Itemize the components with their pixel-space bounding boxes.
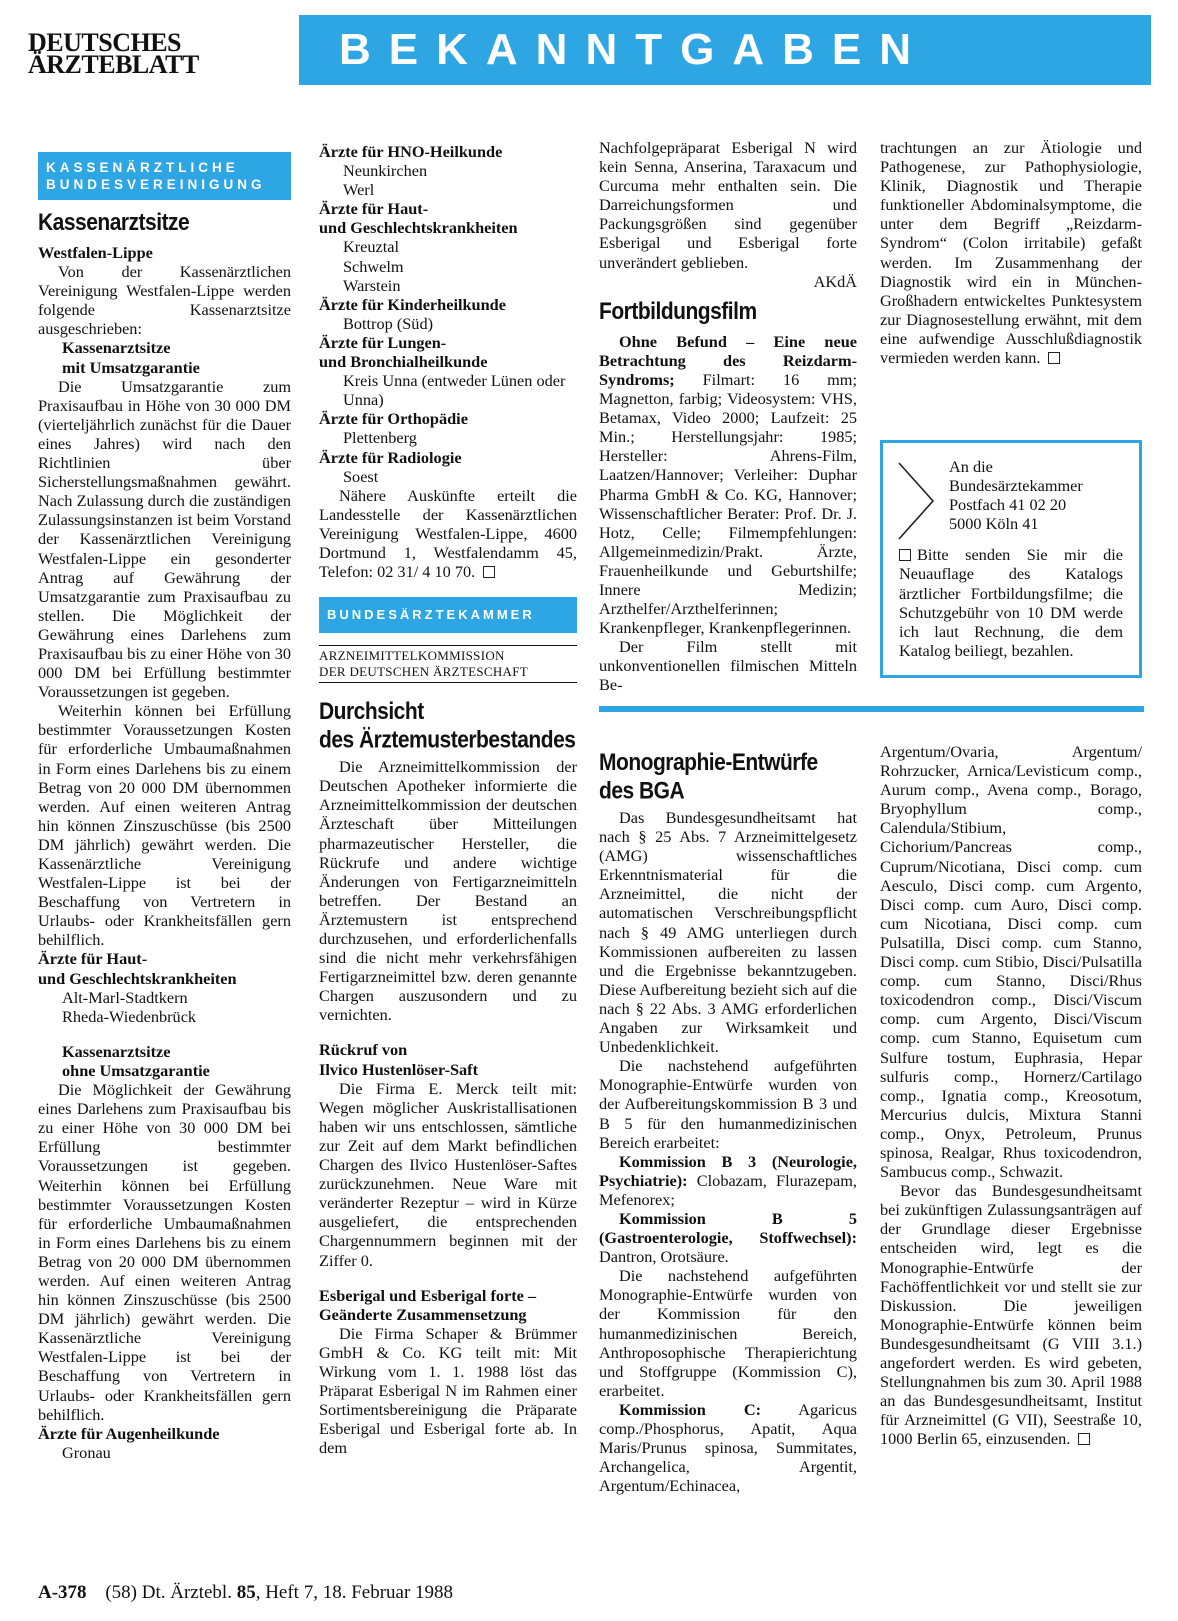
akd-heading bbox=[319, 645, 577, 683]
kv-paragraph-2: Weiterhin können bei Erfüllung bestimmter Voraussetzungen Kosten für erforderliche Umbaumaßnahmen in Form eines Darlehens bis zu einem Betrag von 20 000 DM übernommen werden. Auf einen weiteren Antrag hin können Zinszuschüsse (bis 2500 DM jährlich) gewährt werden. Die Kassenärztliche Vereinigung Westfalen-Lippe ist bei der Beschaffung von Vertretern in Urlaubs- oder Krankheitsfällen gern behilflich. bbox=[38, 701, 291, 950]
coupon-request-text: Bitte senden Sie mir die Neuauflage des Katalogs ärztlicher Fortbildungsfilme; die Schutzgebühr von 10 DM werde ich laut Rechnung, die dem Katalog beiliegt, bezahlen. bbox=[899, 545, 1123, 660]
kassenarztsitze-heading: Kassenarztsitze bbox=[38, 209, 190, 236]
film-continued: Der Film stellt mit unkonventionellen filmischen Mitteln Be- bbox=[599, 637, 857, 695]
sub-heading-1b: mit Umsatzgarantie bbox=[62, 357, 200, 377]
column-3 bbox=[599, 138, 857, 695]
esberigal-continued: Nachfolgepräparat Esberigal N wird kein Senna, Anserina, Taraxacum und Curcuma mehr enthalten sein. Die Darreichungsformen und Packungsgrößen sind gegenüber Esberigal und Esberigal forte unverändert geblieben. bbox=[599, 138, 857, 272]
kv-contact-text: Nähere Auskünfte erteilt die Landesstelle der Kassenärztlichen Vereinigung Westfalen-Lippe, 4600 Dortmund 1, Westfalendamm 45, Telefon: 02 31/ 4 10 70. bbox=[319, 485, 577, 582]
akd-line1: ARZNEIMITTELKOMMISSION bbox=[319, 648, 505, 664]
citation-prefix: (58) Dt. Ärztebl. bbox=[105, 1582, 232, 1603]
page-number: A-378 bbox=[38, 1582, 87, 1603]
rueckruf-paragraph: Die Firma E. Merck teilt mit: Wegen möglicher Auskristallisationen haben wir uns entschlossen, sämtliche zur Zeit auf dem Markt befindlichen Chargen des Ilvico Hustenlöser-Saftes zurückzunehmen. Neue Ware mit veränderter Rezeptur – wird in Kürze ausgeliefert, die entsprechenden Chargennummern beginnen mit der Ziffer 0. bbox=[319, 1078, 577, 1270]
film-continued-2 bbox=[880, 138, 1142, 367]
film-description bbox=[599, 332, 857, 638]
kv-paragraph-1: Die Umsatzgarantie zum Praxisaufbau in Höhe von 30 000 DM (vierteljährlich zunächst für die Dauer eines Jahres) wird nach den Richtlinien über Sicherstellungsmaßnahmen gewährt. Nach Zulassung durch die zuständigen Zulassungsinstanzen ist beim Vorstand der Kassenärztlichen Vereinigung Westfalen-Lippe ein gesonderter Antrag auf Gewährung der Umsatzgarantie zum Praxisaufbau zu stellen. Die Möglichkeit der Gewährung eines Darlehens zum Praxisaufbau bis zu einer Höhe von 30 000 DM bei Erfüllung bestimmter Voraussetzungen ist gegeben. bbox=[38, 376, 291, 702]
film-details: Filmart: 16 mm; Magnetton, farbig; Videosystem: VHS, Betamax, Video 2000; Laufzeit: 25 Min.; Herstellungsjahr: 1985; Hersteller: Ahrens-Film, Laatzen/Hannover; Verleiher: Duphar Pharma GmbH & Co. KG, Hannover; Wissenschaftlicher Berater: Prof. Dr. J. Hotz, Celle; Filmempfehlungen: Allgemeinmedizin/Prakt. Ärzte, Frauenheilkunde und Geburtshilfe; Innere Medizin; Arzthelfer/Arzthelferinnen; Krankenpfleger, Krankenpflegerinnen. bbox=[599, 369, 857, 638]
monographie-column bbox=[599, 742, 857, 1495]
monographie-paragraph-4-text: Bevor das Bundesgesundheitsamt bei zukünftigen Zulassungsanträgen auf der Grundlage dieser Ergebnisse entscheiden wird, legt es die Monographie-Entwürfe der Fachöffentlichkeit vor und stellt sie zur Diskussion. Die jeweiligen Monographie-Entwürfe können beim Bundesgesundheitsamt (G VIII 3.1.) angefordert werden. Es wird gebeten, Stellungnahmen bis zum 30. April 1988 an das Bundesgesundheitsamt, Institut für Arzneimittel (G VII), Seestraße 10, 1000 Berlin 65, einzusenden. bbox=[880, 1181, 1142, 1449]
column-4 bbox=[880, 138, 1142, 367]
monographie-paragraph-4 bbox=[880, 1181, 1142, 1448]
esberigal-paragraph: Die Firma Schaper & Brümmer GmbH & Co. KG teilt mit: Mit Wirkung vom 1. 1. 1988 löst das Präparat Esberigal N im Rahmen einer Sortimentsbereinigung die Präparate Esberigal und Esberigal forte ab. In dem bbox=[319, 1323, 577, 1458]
address-line: An die bbox=[949, 457, 993, 476]
section-banner: BEKANNTGABEN bbox=[299, 15, 1151, 85]
coupon-address bbox=[949, 457, 1123, 533]
kommission-c-items: Agaricus comp./Phosphorus, Apatit, Aqua Maris/Prunus spinosa, Summitates, Archangelica, Argentit, Argentum/Echinacea, bbox=[599, 1399, 857, 1496]
rueckruf-heading-1: Rückruf von bbox=[319, 1040, 408, 1060]
lungen-heading-a: Ärzte für Lungen- bbox=[319, 332, 447, 352]
kommission-b3-items: Clobazam, Flurazepam, Mefenorex; bbox=[599, 1170, 857, 1209]
volume-number: 85 bbox=[236, 1582, 256, 1603]
kommission-c-items-continued: Argentum/Ovaria, Argentum/ Rohrzucker, Arnica/Levisticum comp., Aurum comp., Avena comp., Borago, Bryophyllum comp., Calendula/Stibium, Cichorium/Pancreas comp., Cuprum/Nicotiana, Disci comp. cum Aesculo, Disci comp. cum Argento, Disci comp. cum Auro, Disci comp. cum Nicotiana, Disci comp. cum Pulsatilla, Disci comp. cum Stanno, Disci comp. cum Stibio, Disci/Pulsatilla comp. cum Stanno, Disci/Rhus toxicodendron comp., Disci/Viscum comp. cum Argento, Disci/Viscum comp. cum Stanno, Equisetum cum Sulfure tostum, Euphrasia, Hepar sulfuris comp., Hornerz/Cartilago comp., Ignatia comp., Kreosotum, Mercurius dulcis, Mixtura Stanni comp., Onyx, Petroleum, Prunus spinosa, Realgar, Rhus toxicodendron, Sambucus comp., Schwazit. bbox=[880, 742, 1142, 1182]
region-heading: Westfalen-Lippe bbox=[38, 243, 153, 262]
kommission-c-label: Kommission C: bbox=[619, 1399, 762, 1419]
haut-heading-1b: und Geschlechtskrankheiten bbox=[38, 968, 237, 988]
masthead-line2: ÄRZTEBLATT bbox=[28, 50, 199, 79]
haut-heading-1a: Ärzte für Haut- bbox=[38, 949, 148, 969]
ortho-heading: Ärzte für Orthopädie bbox=[319, 409, 468, 429]
place-item: Werl bbox=[343, 180, 375, 200]
kv-contact-info bbox=[319, 486, 577, 581]
kv-banner-line1: KASSENÄRZTLICHE bbox=[46, 160, 239, 175]
durchsicht-heading-line1: Durchsicht bbox=[319, 698, 424, 725]
place-item: Warstein bbox=[343, 275, 401, 295]
sub-heading-2a: Kassenarztsitze bbox=[62, 1041, 171, 1061]
place-item: Rheda-Wiedenbrück bbox=[62, 1006, 197, 1026]
checkbox[interactable] bbox=[899, 549, 911, 561]
augen-heading: Ärzte für Augenheilkunde bbox=[38, 1423, 220, 1443]
place-item: Schwelm bbox=[343, 256, 404, 276]
akdae-signature: AKdÄ bbox=[813, 271, 857, 291]
masthead bbox=[28, 28, 258, 79]
haut-heading-2a: Ärzte für Haut- bbox=[319, 199, 429, 219]
monographie-paragraph-1: Das Bundesgesundheitsamt hat nach § 25 Abs. 7 Arzneimittelgesetz (AMG) wissenschaftliches Erkenntnismaterial für die Arzneimittel, die nicht der automatischen Verschreibungspflicht nach § 49 AMG unterliegen durch Kommissionen aufbereiten zu lassen und die Ergebnisse bekanntzugeben. Diese Aufbereitung bezieht sich auf die nach § 22 Abs. 3 AMG erforderlichen Angaben zur Wirksamkeit und Unbedenklichkeit. bbox=[599, 808, 857, 1057]
order-coupon bbox=[880, 440, 1142, 678]
coupon-request bbox=[899, 545, 1123, 660]
kommission-b5-label: Kommission B 5 (Gastroenterologie, Stoffwechsel): bbox=[599, 1208, 857, 1248]
monographie-column-2 bbox=[880, 742, 1142, 1448]
akd-line2: DER DEUTSCHEN ÄRZTESCHAFT bbox=[319, 664, 529, 680]
kommission-c bbox=[599, 1400, 857, 1495]
address-line: 5000 Köln 41 bbox=[949, 514, 1039, 534]
column-1 bbox=[38, 152, 291, 1462]
durchsicht-heading bbox=[319, 697, 577, 755]
film-continued-text: trachtungen an zur Ätiologie und Pathogenese, zur Pathophysiologie, Klinik, Diagnostik und Therapie funktioneller Abdominalsymptome, die unter dem Begriff „Reizdarm-Syndrom“ (Colon irritabile) gefaßt werden. Im Zusammenhang der Diagnostik wird ein in München-Großhadern entwickeltes Punktesystem zur Diagnosestellung erwähnt, mit dem eine aufwendige Ausschlußdiagnostik vermieden werden kann. bbox=[880, 138, 1142, 368]
section-divider bbox=[599, 706, 1144, 712]
column-2 bbox=[319, 142, 577, 1457]
address-line: Postfach 41 02 20 bbox=[949, 495, 1067, 515]
masthead-line1: DEUTSCHES bbox=[28, 28, 181, 57]
lungen-heading-b: und Bronchialheilkunde bbox=[319, 352, 488, 372]
kv-banner bbox=[38, 152, 291, 200]
kommission-b5-items: Dantron, Orotsäure. bbox=[599, 1247, 729, 1267]
kv-intro: Von der Kassenärztlichen Vereinigung Westfalen-Lippe werden folgende Kassenarztsitze ausgeschrieben: bbox=[38, 262, 291, 339]
page-footer bbox=[38, 1582, 453, 1604]
arrow-icon bbox=[897, 461, 937, 541]
bundesaerztekammer-banner: BUNDESÄRZTEKAMMER bbox=[319, 597, 577, 633]
end-mark-icon bbox=[483, 566, 495, 578]
kinder-heading: Ärzte für Kinderheilkunde bbox=[319, 294, 506, 314]
monographie-paragraph-3: Die nachstehend aufgeführten Monographie-Entwürfe wurden von der Kommission für den humanmedizinischen Bereich, Anthroposophische Therapierichtung und Stoffgruppe (Kommission C), erarbeitet. bbox=[599, 1266, 857, 1400]
kommission-b3-label: Kommission B 3 (Neurologie, Psychiatrie): bbox=[599, 1151, 857, 1190]
address-line: Bundesärztekammer bbox=[949, 476, 1083, 496]
monographie-heading-line2: des BGA bbox=[599, 777, 685, 805]
durchsicht-paragraph: Die Arzneimittelkommission der Deutschen Apotheker informierte die Arzneimittelkommission der deutschen Ärzteschaft über Mitteilungen pharmazeutischer Hersteller, die Rückrufe und andere wichtige Änderungen von Fertigarzneimitteln betreffen. Der Bestand an Ärztemustern ist entsprechend durchzusehen, und erforderlichenfalls sind die nicht mehr verkehrsfähigen Fertigarzneimittel bzw. deren genannte Chargen auszusondern und zu vernichten. bbox=[319, 757, 577, 1025]
place-item: Plettenberg bbox=[343, 428, 417, 448]
kommission-b5 bbox=[599, 1209, 857, 1266]
esberigal-heading-1: Esberigal und Esberigal forte – bbox=[319, 1285, 537, 1305]
radio-heading: Ärzte für Radiologie bbox=[319, 447, 462, 467]
sub-heading-2b: ohne Umsatzgarantie bbox=[62, 1060, 210, 1080]
kommission-b3 bbox=[599, 1152, 857, 1209]
durchsicht-heading-line2: des Ärztemusterbestandes bbox=[319, 727, 576, 754]
place-item: Alt-Marl-Stadtkern bbox=[62, 987, 188, 1007]
film-title: Ohne Befund – Eine neue Betrachtung des Reizdarm-Syndroms; bbox=[599, 331, 857, 389]
haut-heading-2b: und Geschlechtskrankheiten bbox=[319, 218, 518, 238]
signature-row bbox=[599, 272, 857, 291]
monographie-paragraph-2: Die nachstehend aufgeführten Monographie-Entwürfe wurden von der Aufbereitungskommission B 3 und B 5 für den humanmedizinischen Bereich erarbeitet: bbox=[599, 1056, 857, 1152]
place-item: Bottrop (Süd) bbox=[343, 313, 434, 333]
kv-banner-line2: BUNDESVEREINIGUNG bbox=[46, 177, 266, 192]
end-mark-icon bbox=[1078, 1433, 1090, 1445]
end-mark-icon bbox=[1048, 352, 1060, 364]
esberigal-heading-2: Geänderte Zusammensetzung bbox=[319, 1304, 527, 1324]
place-item: Kreis Unna (entweder Lünen oder Unna) bbox=[343, 371, 566, 410]
place-item: Neunkirchen bbox=[343, 161, 428, 181]
place-item: Gronau bbox=[62, 1442, 111, 1462]
rueckruf-heading-2: Ilvico Hustenlöser-Saft bbox=[319, 1059, 479, 1079]
citation-suffix: , Heft 7, 18. Februar 1988 bbox=[255, 1582, 454, 1603]
monographie-heading-line1: Monographie-Entwürfe bbox=[599, 749, 818, 776]
kv-paragraph-3: Die Möglichkeit der Gewährung eines Darlehens zum Praxisaufbau bis zu einer Höhe von 30 000 DM bei Erfüllung bestimmter Voraussetzungen ist gegeben. Weiterhin können bei Erfüllung bestimmter Voraussetzungen Kosten für erforderliche Umbaumaßnahmen in Form eines Darlehens bis zu einem Betrag von 20 000 DM übernommen werden. Auf einen weiteren Antrag hin können Zinszuschüsse (bis 2500 DM jährlich) gewährt werden. Die Kassenärztliche Vereinigung Westfalen-Lippe ist bei der Beschaffung von Vertretern in Urlaubs- oder Krankheitsfällen gern behilflich. bbox=[38, 1080, 291, 1424]
sub-heading-1a: Kassenarztsitze bbox=[62, 338, 171, 358]
fortbildungsfilm-heading: Fortbildungsfilm bbox=[599, 297, 757, 325]
place-item: Soest bbox=[343, 466, 379, 486]
place-item: Kreuztal bbox=[343, 237, 400, 257]
monographie-heading bbox=[599, 748, 857, 806]
hno-heading: Ärzte für HNO-Heilkunde bbox=[319, 142, 503, 161]
